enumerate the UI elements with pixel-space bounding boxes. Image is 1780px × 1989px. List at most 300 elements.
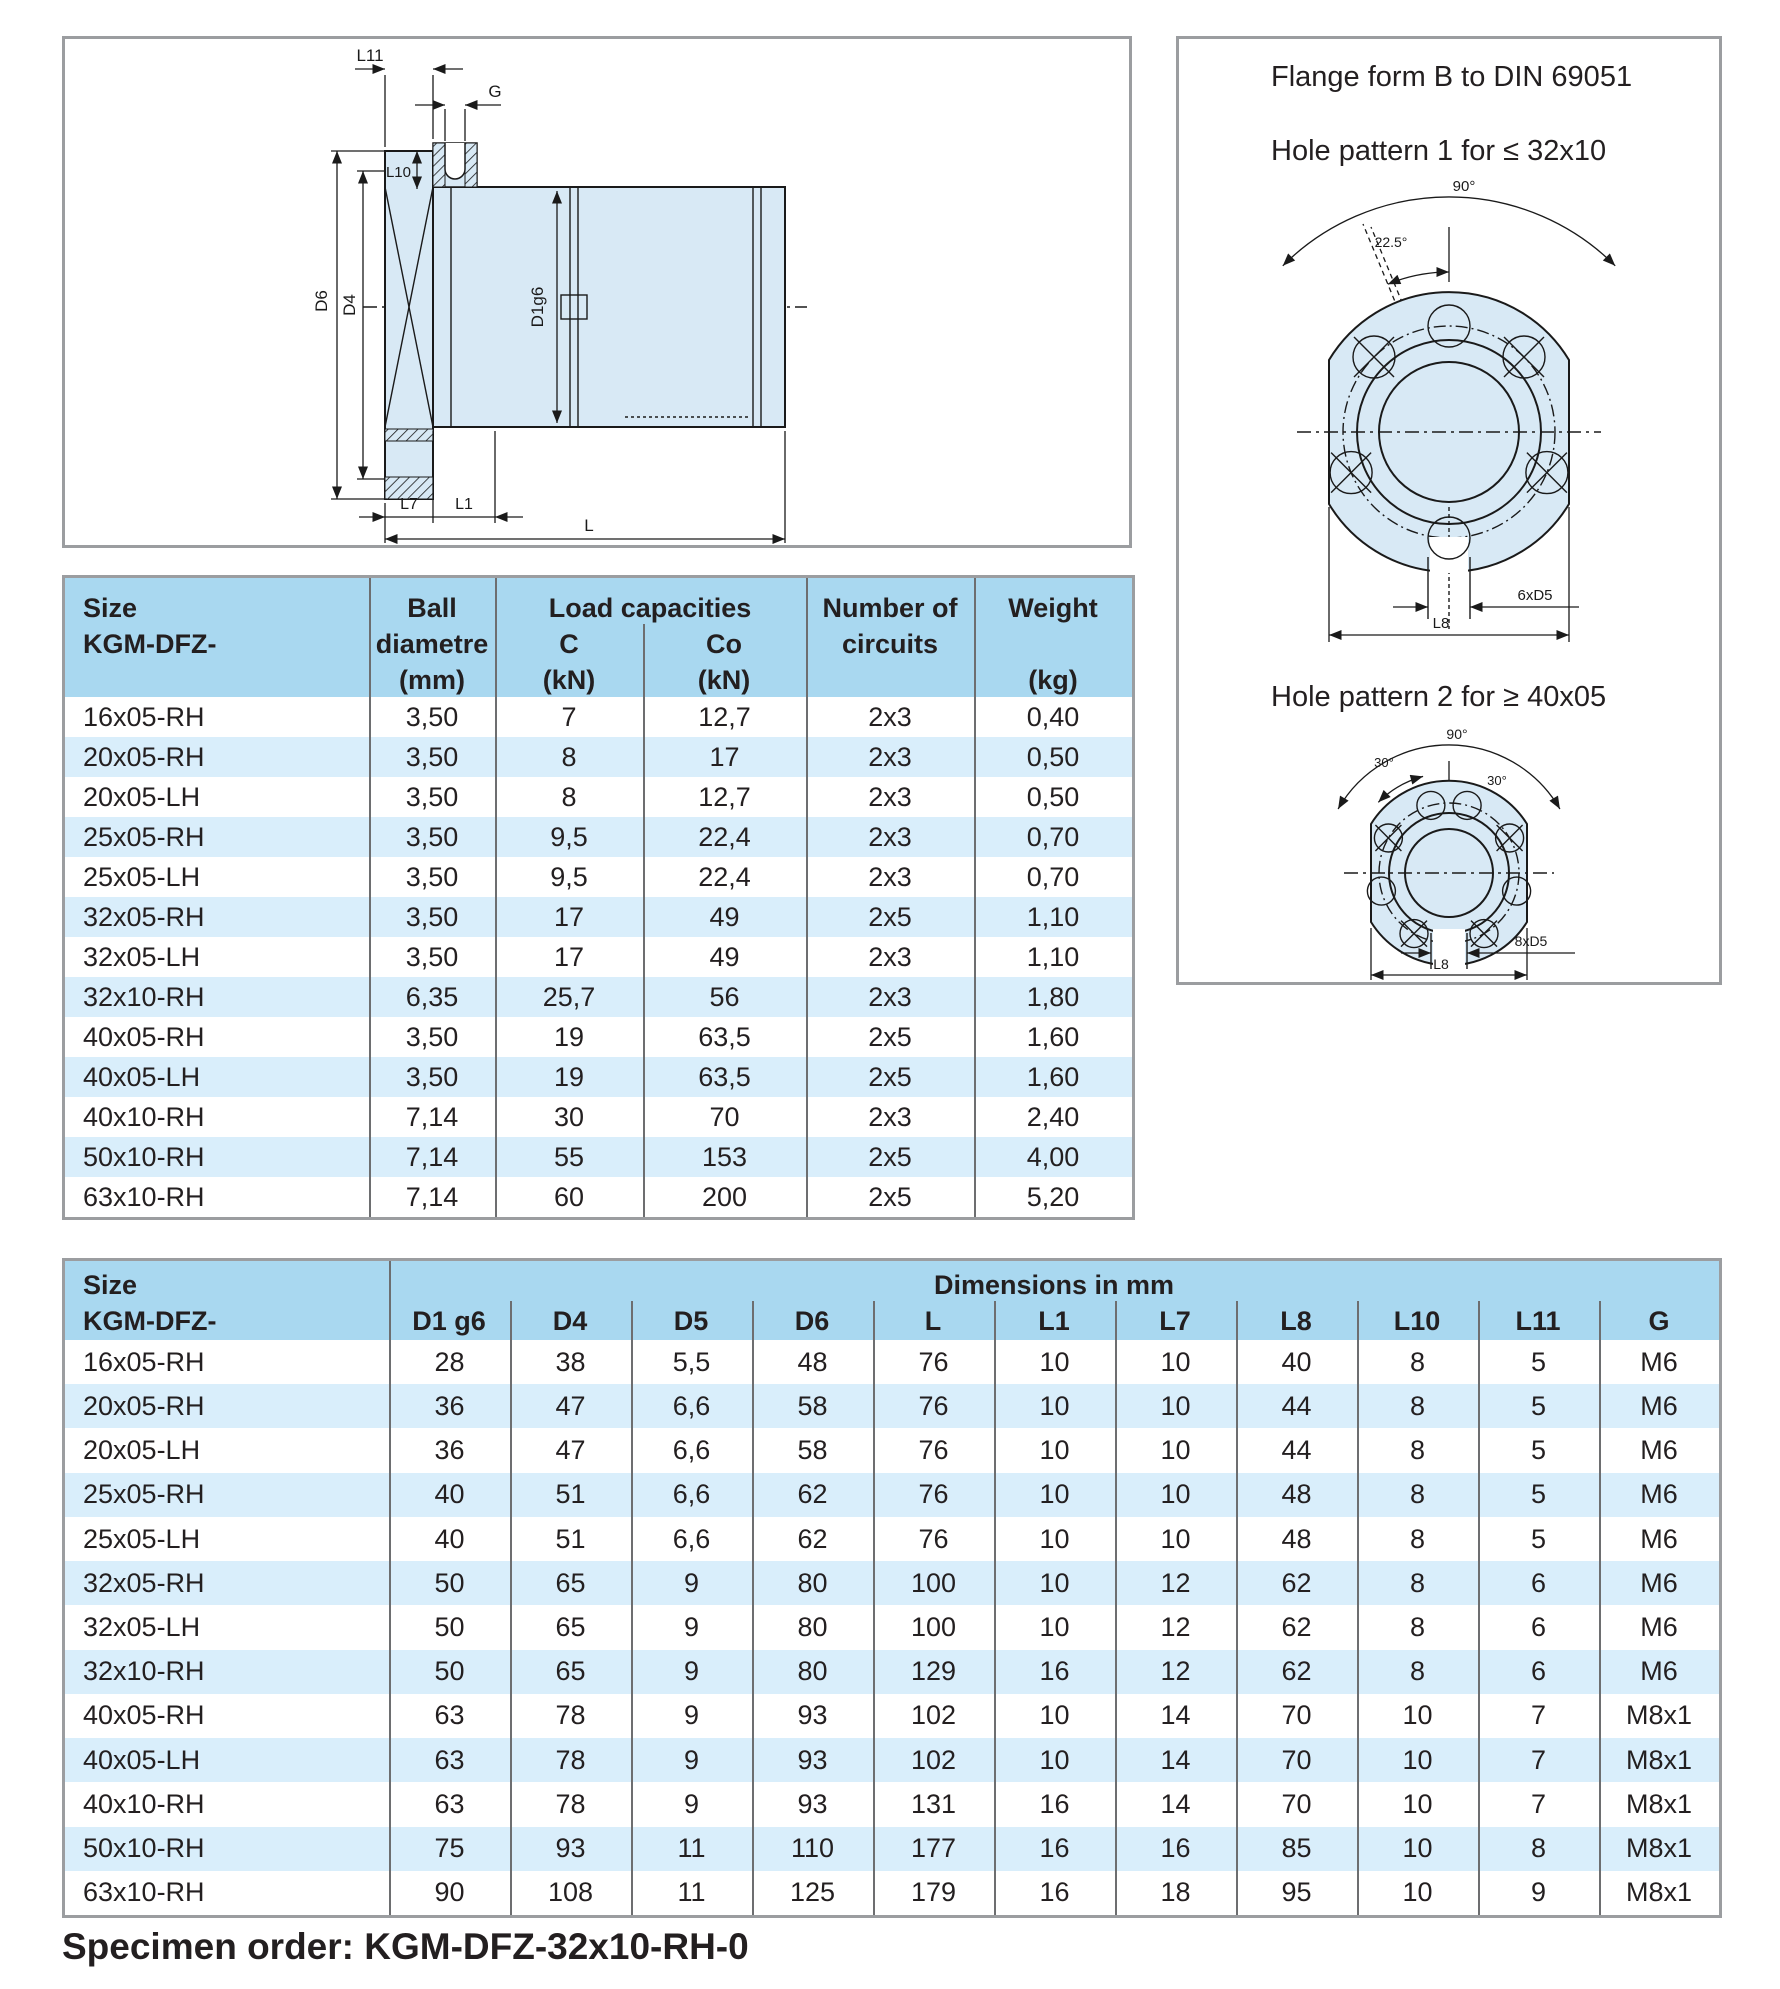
table-cell: 8 <box>1409 1567 1426 1598</box>
dimensions-table-header <box>65 1261 1719 1340</box>
table-cell: 129 <box>910 1656 957 1687</box>
table-cell: 6 <box>1530 1567 1547 1598</box>
t1-header-ball: Ball <box>407 593 457 623</box>
table-cell: 2,40 <box>1026 1101 1080 1132</box>
column-divider <box>1236 1301 1238 1915</box>
t2-header-col-l: L <box>924 1306 942 1336</box>
table-cell: 56 <box>709 981 740 1012</box>
row-label: 32x10-RH <box>83 1656 205 1687</box>
table-cell: 14 <box>1160 1788 1191 1819</box>
t2-header-col-l8: L8 <box>1280 1306 1312 1336</box>
table-cell: 102 <box>910 1700 957 1731</box>
dim-label-d1g6: D1g6 <box>528 286 547 328</box>
t1-header-ball-unit: (mm) <box>399 665 465 695</box>
table-cell: 14 <box>1160 1744 1191 1775</box>
pattern1-angle-90: 90° <box>1452 178 1476 195</box>
table-row <box>65 697 1132 737</box>
row-label: 32x05-RH <box>83 901 205 932</box>
table-cell: 8 <box>1409 1479 1426 1510</box>
table-cell: M8x1 <box>1625 1744 1693 1775</box>
table-cell: 62 <box>1281 1656 1312 1687</box>
table-cell: 58 <box>797 1435 828 1466</box>
row-label: 40x05-RH <box>83 1700 205 1731</box>
table-cell: 47 <box>555 1435 586 1466</box>
table-cell: 2x5 <box>868 901 912 932</box>
row-label: 40x05-RH <box>83 1021 205 1052</box>
row-label: 25x05-LH <box>83 861 201 892</box>
table-cell: 2x3 <box>868 861 912 892</box>
table-row <box>65 1017 1132 1057</box>
row-label: 25x05-RH <box>83 821 205 852</box>
table-row <box>65 777 1132 817</box>
table-cell: 10 <box>1039 1346 1070 1377</box>
table-row <box>65 737 1132 777</box>
nut-cross-section-drawing <box>65 39 1129 545</box>
table-cell: 10 <box>1160 1479 1191 1510</box>
table-cell: 70 <box>709 1101 740 1132</box>
table-row <box>65 1650 1719 1694</box>
table-cell: 12 <box>1160 1612 1191 1643</box>
table-cell: 6,6 <box>672 1390 711 1421</box>
table-cell: 3,50 <box>405 821 459 852</box>
load-capacity-table <box>62 575 1135 1220</box>
table-cell: M6 <box>1640 1612 1678 1643</box>
column-divider <box>389 1261 391 1915</box>
table-cell: 0,50 <box>1026 741 1080 772</box>
table-cell: 3,50 <box>405 741 459 772</box>
table-cell: 131 <box>910 1788 957 1819</box>
table-cell: 8 <box>1409 1435 1426 1466</box>
table-cell: 9 <box>683 1744 700 1775</box>
row-label: 20x05-RH <box>83 741 205 772</box>
table-cell: 1,80 <box>1026 981 1080 1012</box>
t1-header-load: Load capacities <box>548 593 752 623</box>
column-divider <box>1115 1301 1117 1915</box>
dimensions-table-body <box>65 1340 1719 1915</box>
table-cell: 2x3 <box>868 741 912 772</box>
t1-header-c-unit: (kN) <box>542 665 596 695</box>
row-label: 63x10-RH <box>83 1877 205 1908</box>
table-cell: 2x3 <box>868 981 912 1012</box>
table-cell: 6 <box>1530 1612 1547 1643</box>
t1-header-weight: Weight <box>1008 593 1098 623</box>
table-cell: 95 <box>1281 1877 1312 1908</box>
table-cell: 7 <box>1530 1788 1547 1819</box>
table-cell: 93 <box>797 1700 828 1731</box>
table-cell: 62 <box>1281 1567 1312 1598</box>
table-cell: 179 <box>910 1877 957 1908</box>
table-cell: 10 <box>1039 1523 1070 1554</box>
table-cell: 17 <box>553 901 585 932</box>
table-cell: 10 <box>1039 1700 1070 1731</box>
table-cell: 8 <box>561 741 577 772</box>
dim-label-l7: L7 <box>400 496 418 513</box>
table-cell: 7,14 <box>405 1181 459 1212</box>
table-cell: M8x1 <box>1625 1788 1693 1819</box>
table-cell: 93 <box>797 1788 828 1819</box>
table-cell: 70 <box>1281 1788 1312 1819</box>
table-cell: 9,5 <box>550 821 588 852</box>
table-cell: 12,7 <box>698 781 751 812</box>
table-row <box>65 1694 1719 1738</box>
table-cell: 10 <box>1160 1390 1191 1421</box>
table-cell: 8 <box>1409 1346 1426 1377</box>
table-cell: 16 <box>1160 1833 1191 1864</box>
table-cell: 14 <box>1160 1700 1191 1731</box>
table-cell: 12,7 <box>698 701 751 732</box>
table-cell: 76 <box>918 1346 949 1377</box>
table-cell: 5 <box>1530 1479 1547 1510</box>
table-cell: 80 <box>797 1656 828 1687</box>
t2-header-col-d4: D4 <box>552 1306 588 1336</box>
load-capacity-table-body <box>65 697 1132 1217</box>
table-cell: 10 <box>1039 1612 1070 1643</box>
table-cell: 10 <box>1160 1435 1191 1466</box>
pattern2-angle-30a: 30° <box>1374 755 1394 770</box>
table-cell: 48 <box>797 1346 828 1377</box>
table-cell: 10 <box>1039 1390 1070 1421</box>
table-cell: 65 <box>555 1612 586 1643</box>
table-cell: M6 <box>1640 1523 1678 1554</box>
table-cell: 7,14 <box>405 1101 459 1132</box>
table-cell: 1,10 <box>1026 941 1080 972</box>
cross-section-drawing-box <box>62 36 1132 548</box>
table-cell: 1,60 <box>1026 1061 1080 1092</box>
table-cell: 16 <box>1039 1788 1070 1819</box>
table-cell: 78 <box>555 1788 586 1819</box>
table-cell: 9 <box>1530 1877 1547 1908</box>
table-cell: 2x5 <box>868 1061 912 1092</box>
table-cell: 10 <box>1039 1435 1070 1466</box>
table-cell: 153 <box>701 1141 748 1172</box>
hole-pattern2-title: Hole pattern 2 for ≥ 40x05 <box>1271 681 1607 713</box>
table-cell: 9 <box>683 1788 700 1819</box>
table-cell: 8 <box>1409 1656 1426 1687</box>
row-label: 20x05-RH <box>83 1390 205 1421</box>
table-cell: 50 <box>434 1612 465 1643</box>
table-cell: 11 <box>677 1833 706 1864</box>
table-cell: M6 <box>1640 1346 1678 1377</box>
table-cell: 40 <box>1281 1346 1312 1377</box>
table-cell: 50 <box>434 1656 465 1687</box>
flange-pattern-box <box>1176 36 1722 985</box>
row-label: 32x05-LH <box>83 941 201 972</box>
dim-label-l: L <box>584 516 594 535</box>
table-cell: 12 <box>1160 1656 1191 1687</box>
table-cell: 63 <box>434 1788 465 1819</box>
table-cell: 5 <box>1530 1346 1547 1377</box>
table-cell: 7 <box>561 701 577 732</box>
table-row <box>65 937 1132 977</box>
table-cell: 7 <box>1530 1700 1547 1731</box>
pattern1-width-label: L8 <box>1432 615 1450 632</box>
table-cell: M6 <box>1640 1479 1678 1510</box>
table-cell: 51 <box>555 1523 586 1554</box>
pattern2-angle-90: 90° <box>1446 726 1468 742</box>
table-cell: 16 <box>1039 1877 1070 1908</box>
column-divider <box>631 1301 633 1915</box>
load-capacity-table-header <box>65 578 1132 697</box>
table-cell: 0,70 <box>1026 861 1080 892</box>
t1-header-c: C <box>559 629 579 659</box>
table-cell: 200 <box>701 1181 748 1212</box>
table-cell: 6,6 <box>672 1435 711 1466</box>
row-label: 40x05-LH <box>83 1061 201 1092</box>
table-cell: 18 <box>1160 1877 1191 1908</box>
table-cell: 93 <box>555 1833 586 1864</box>
table-cell: 10 <box>1402 1700 1433 1731</box>
column-divider <box>1478 1301 1480 1915</box>
row-label: 25x05-RH <box>83 1479 205 1510</box>
table-row <box>65 1561 1719 1605</box>
table-cell: 10 <box>1402 1833 1433 1864</box>
table-cell: M6 <box>1640 1435 1678 1466</box>
column-divider <box>1599 1301 1601 1915</box>
column-divider <box>994 1301 996 1915</box>
flange-form-title: Flange form B to DIN 69051 <box>1271 61 1633 93</box>
table-cell: 177 <box>910 1833 957 1864</box>
table-cell: 93 <box>797 1744 828 1775</box>
table-cell: 40 <box>434 1479 465 1510</box>
table-cell: 8 <box>1530 1833 1547 1864</box>
table-cell: 8 <box>1409 1612 1426 1643</box>
table-cell: 36 <box>434 1435 465 1466</box>
table-cell: 47 <box>555 1390 586 1421</box>
table-row <box>65 1057 1132 1097</box>
table-cell: 5,5 <box>672 1346 711 1377</box>
hole-pattern2-diagram <box>1179 723 1719 982</box>
table-cell: 2x3 <box>868 701 912 732</box>
table-cell: M8x1 <box>1625 1833 1693 1864</box>
table-cell: 6 <box>1530 1656 1547 1687</box>
column-divider <box>974 578 976 1217</box>
specimen-order-line: Specimen order: KGM-DFZ-32x10-RH-0 <box>62 1926 749 1967</box>
table-cell: M6 <box>1640 1656 1678 1687</box>
hole-pattern1-diagram <box>1179 167 1719 657</box>
table-cell: 0,50 <box>1026 781 1080 812</box>
table-cell: 90 <box>434 1877 465 1908</box>
table-cell: 38 <box>555 1346 586 1377</box>
table-cell: 75 <box>434 1833 465 1864</box>
dim-label-l1: L1 <box>455 496 473 513</box>
table-cell: 50 <box>434 1567 465 1598</box>
table-cell: 3,50 <box>405 941 459 972</box>
table-cell: 7 <box>1530 1744 1547 1775</box>
t1-header-weight-unit: (kg) <box>1028 665 1078 695</box>
table-cell: 44 <box>1281 1435 1312 1466</box>
pattern2-holes-label: 8xD5 <box>1514 933 1548 949</box>
t2-header-col-l10: L10 <box>1393 1306 1441 1336</box>
table-cell: 70 <box>1281 1744 1312 1775</box>
row-label: 16x05-RH <box>83 701 205 732</box>
dim-label-d6: D6 <box>312 290 331 312</box>
table-row <box>65 1097 1132 1137</box>
t2-header-col-d6: D6 <box>794 1306 830 1336</box>
table-cell: 40 <box>434 1523 465 1554</box>
pattern1-holes-label: 6xD5 <box>1517 587 1553 604</box>
pattern2-width-label: L8 <box>1433 956 1449 972</box>
table-row <box>65 1827 1719 1871</box>
table-row <box>65 1517 1719 1561</box>
table-cell: 10 <box>1160 1523 1191 1554</box>
column-divider <box>752 1301 754 1915</box>
table-cell: 76 <box>918 1390 949 1421</box>
table-cell: 30 <box>553 1101 585 1132</box>
table-cell: 63,5 <box>698 1021 751 1052</box>
table-cell: 102 <box>910 1744 957 1775</box>
t1-header-circuits: Number of <box>822 593 958 623</box>
table-row <box>65 1605 1719 1649</box>
table-cell: 65 <box>555 1656 586 1687</box>
table-cell: 7,14 <box>405 1141 459 1172</box>
table-cell: 65 <box>555 1567 586 1598</box>
table-cell: 85 <box>1281 1833 1312 1864</box>
table-cell: 12 <box>1160 1567 1191 1598</box>
table-cell: M8x1 <box>1625 1700 1693 1731</box>
table-row <box>65 1384 1719 1428</box>
t1-header-circuits2: circuits <box>841 629 939 659</box>
table-cell: 2x5 <box>868 1181 912 1212</box>
table-cell: 1,10 <box>1026 901 1080 932</box>
table-cell: 9 <box>683 1700 700 1731</box>
table-cell: 0,70 <box>1026 821 1080 852</box>
table-cell: 80 <box>797 1612 828 1643</box>
row-label: 50x10-RH <box>83 1833 205 1864</box>
table-cell: 80 <box>797 1567 828 1598</box>
hole-pattern1-title: Hole pattern 1 for ≤ 32x10 <box>1271 135 1607 167</box>
table-cell: 62 <box>797 1479 828 1510</box>
column-divider <box>806 578 808 1217</box>
row-label: 32x05-LH <box>83 1612 201 1643</box>
table-cell: 6,35 <box>405 981 459 1012</box>
row-label: 32x10-RH <box>83 981 205 1012</box>
table-cell: 10 <box>1402 1788 1433 1819</box>
column-divider <box>495 578 497 1217</box>
table-cell: 58 <box>797 1390 828 1421</box>
table-cell: 6,6 <box>672 1479 711 1510</box>
table-cell: 10 <box>1039 1744 1070 1775</box>
t2-header-size: Size <box>83 1270 138 1300</box>
table-cell: 16 <box>1039 1656 1070 1687</box>
table-cell: 2x3 <box>868 781 912 812</box>
table-cell: 9 <box>683 1656 700 1687</box>
table-cell: M8x1 <box>1625 1877 1693 1908</box>
column-divider <box>510 1301 512 1915</box>
table-cell: 5 <box>1530 1523 1547 1554</box>
table-row <box>65 1473 1719 1517</box>
row-label: 20x05-LH <box>83 781 201 812</box>
table-cell: 70 <box>1281 1700 1312 1731</box>
table-cell: 1,60 <box>1026 1021 1080 1052</box>
table-cell: 2x5 <box>868 1141 912 1172</box>
table-cell: 9,5 <box>550 861 588 892</box>
table-cell: 17 <box>553 941 585 972</box>
row-label: 25x05-LH <box>83 1523 201 1554</box>
table-cell: 5 <box>1530 1435 1547 1466</box>
pattern2-angle-30b: 30° <box>1487 773 1507 788</box>
table-cell: 44 <box>1281 1390 1312 1421</box>
table-cell: 22,4 <box>698 861 751 892</box>
pattern1-angle-225: 22.5° <box>1374 234 1408 250</box>
table-cell: 62 <box>797 1523 828 1554</box>
table-cell: 5,20 <box>1026 1181 1080 1212</box>
table-cell: 3,50 <box>405 701 459 732</box>
table-cell: 2x3 <box>868 821 912 852</box>
table-cell: 10 <box>1402 1877 1433 1908</box>
table-row <box>65 1428 1719 1472</box>
table-cell: 78 <box>555 1744 586 1775</box>
row-label: 32x05-RH <box>83 1567 205 1598</box>
table-row <box>65 1340 1719 1384</box>
table-cell: M6 <box>1640 1567 1678 1598</box>
table-cell: 8 <box>1409 1523 1426 1554</box>
table-cell: 10 <box>1160 1346 1191 1377</box>
table-cell: 100 <box>910 1567 957 1598</box>
t1-header-co: Co <box>706 629 742 659</box>
table-cell: 25,7 <box>542 981 596 1012</box>
t2-header-col-d1: D1 g6 <box>412 1306 486 1336</box>
table-row <box>65 1177 1132 1217</box>
table-row <box>65 1782 1719 1826</box>
table-cell: 5 <box>1530 1390 1547 1421</box>
table-cell: 28 <box>434 1346 465 1377</box>
row-label: 63x10-RH <box>83 1181 205 1212</box>
table-cell: 62 <box>1281 1612 1312 1643</box>
table-cell: 4,00 <box>1026 1141 1080 1172</box>
dim-label-d4: D4 <box>340 294 359 316</box>
table-cell: 3,50 <box>405 861 459 892</box>
column-divider <box>1357 1301 1359 1915</box>
table-cell: 8 <box>561 781 577 812</box>
table-cell: 2x3 <box>868 941 912 972</box>
table-cell: 63,5 <box>698 1061 751 1092</box>
table-cell: 100 <box>910 1612 957 1643</box>
table-cell: 10 <box>1402 1744 1433 1775</box>
table-cell: 16 <box>1039 1833 1070 1864</box>
row-label: 40x10-RH <box>83 1788 205 1819</box>
dim-label-l11: L11 <box>356 46 384 65</box>
table-row <box>65 817 1132 857</box>
table-cell: 10 <box>1039 1567 1070 1598</box>
row-label: 20x05-LH <box>83 1435 201 1466</box>
t1-header-series: KGM-DFZ- <box>83 629 217 659</box>
table-cell: 17 <box>709 741 740 772</box>
table-cell: 76 <box>918 1479 949 1510</box>
column-divider <box>873 1301 875 1915</box>
table-cell: 48 <box>1281 1523 1312 1554</box>
t2-header-col-l1: L1 <box>1038 1306 1070 1336</box>
table-cell: 11 <box>677 1877 706 1908</box>
table-cell: 125 <box>789 1877 836 1908</box>
table-cell: 3,50 <box>405 1021 459 1052</box>
table-cell: 36 <box>434 1390 465 1421</box>
table-cell: 3,50 <box>405 1061 459 1092</box>
table-row <box>65 897 1132 937</box>
table-cell: 19 <box>553 1061 585 1092</box>
dimensions-table <box>62 1258 1722 1918</box>
table-row <box>65 1738 1719 1782</box>
table-cell: 6,6 <box>672 1523 711 1554</box>
dim-label-l10: L10 <box>385 164 411 181</box>
table-cell: 51 <box>555 1479 586 1510</box>
table-cell: 9 <box>683 1567 700 1598</box>
table-cell: 48 <box>1281 1479 1312 1510</box>
table-cell: 2x3 <box>868 1101 912 1132</box>
table-cell: 78 <box>555 1700 586 1731</box>
t2-header-col-g: G <box>1648 1306 1670 1336</box>
t1-header-co-unit: (kN) <box>697 665 751 695</box>
t2-header-series: KGM-DFZ- <box>83 1306 217 1336</box>
